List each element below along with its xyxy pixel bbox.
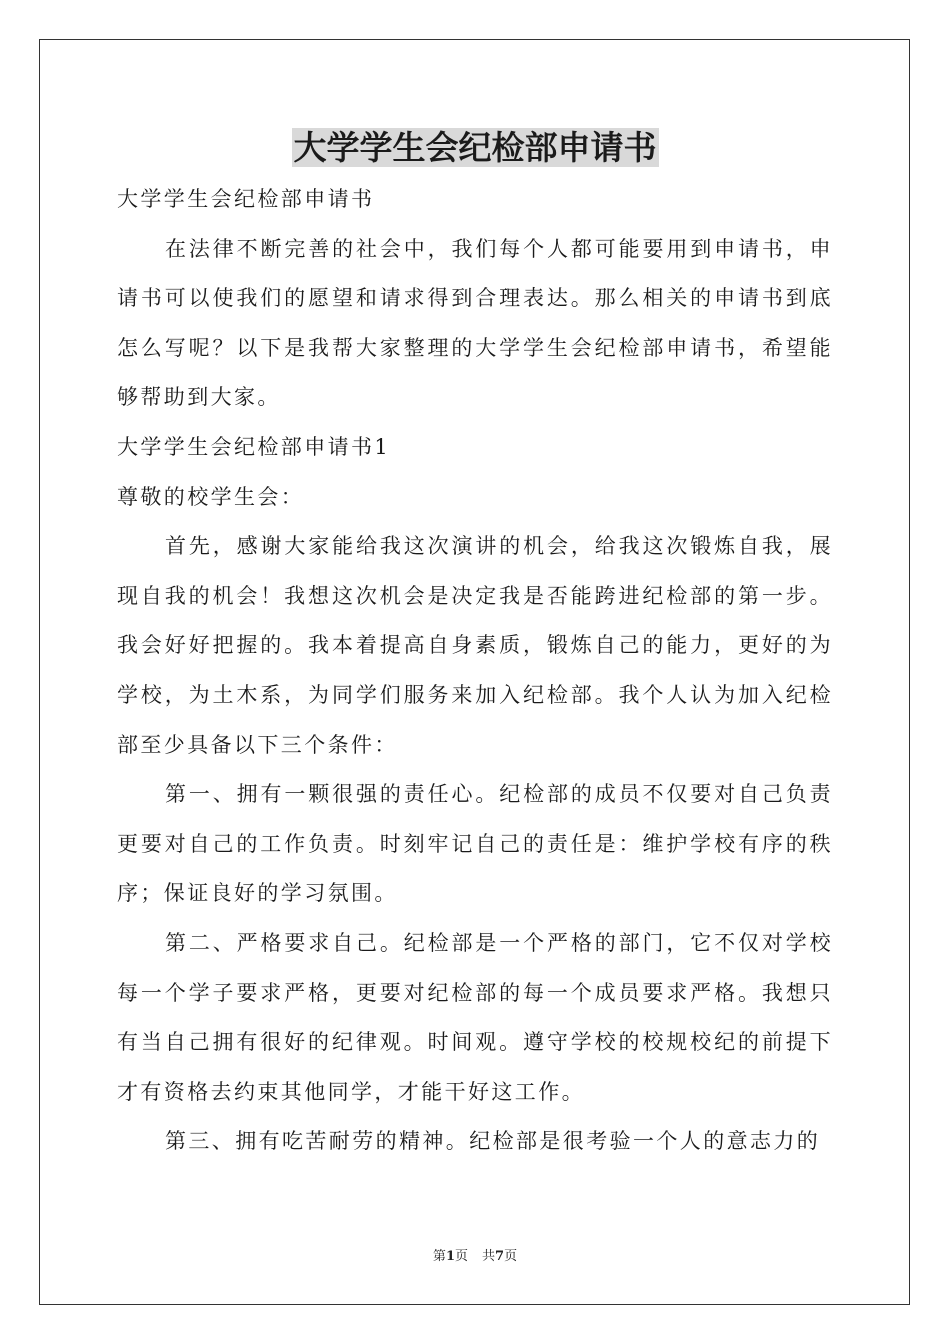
- page-indicator: [433, 1249, 468, 1264]
- page-prefix: 第: [432, 1249, 446, 1264]
- total-pages-indicator: [482, 1249, 517, 1264]
- paragraph-subtitle: 大学学生会纪检部申请书: [117, 187, 375, 211]
- total-pages: 7: [495, 1249, 505, 1264]
- paragraph-condition-three: 第三、拥有吃苦耐劳的精神。纪检部是很考验一个人的意志力的: [165, 1129, 821, 1154]
- paragraph-intro: 在法律不断完善的社会中，我们每个人都可能要用到申请书，申请书可以使我们的愿望和请求得到合理表达。那么相关的申请书到底怎么写呢？以下是我帮大家整理的大学学生会纪检部申请书，希望能够帮助到大家。: [117, 236, 833, 410]
- page-suffix: 页: [454, 1249, 468, 1264]
- document-title-text: 大学学生会纪检部申请书: [293, 128, 657, 167]
- page-footer: [0, 1248, 950, 1266]
- paragraph-opening: 首先，感谢大家能给我这次演讲的机会，给我这次锻炼自我，展现自我的机会！我想这次机会是决定我是否能跨进纪检部的第一步。我会好好把握的。我本着提高自身素质，锻炼自己的能力，更好的为学校，为土木系，为同学们服务来加入纪检部。我个人认为加入纪检部至少具备以下三个条件：: [117, 534, 833, 757]
- total-prefix: 共: [482, 1249, 496, 1264]
- paragraph-section-heading: 大学学生会纪检部申请书1: [117, 434, 391, 459]
- document-body: [117, 175, 833, 1167]
- document-title: [0, 126, 950, 170]
- paragraph-condition-two: 第二、严格要求自己。纪检部是一个严格的部门，它不仅对学校每一个学子要求严格，更要对纪检部的每一个成员要求严格。我想只有当自己拥有很好的纪律观。时间观。遵守学校的校规校纪的前提下才有资格去约束其他同学，才能干好这工作。: [117, 930, 833, 1104]
- total-suffix: 页: [504, 1249, 518, 1264]
- page-number: 1: [445, 1249, 455, 1264]
- paragraph-condition-one: 第一、拥有一颗很强的责任心。纪检部的成员不仅要对自己负责更要对自己的工作负责。时刻牢记自己的责任是：维护学校有序的秩序；保证良好的学习氛围。: [117, 782, 833, 906]
- paragraph-salutation: 尊敬的校学生会：: [117, 484, 305, 509]
